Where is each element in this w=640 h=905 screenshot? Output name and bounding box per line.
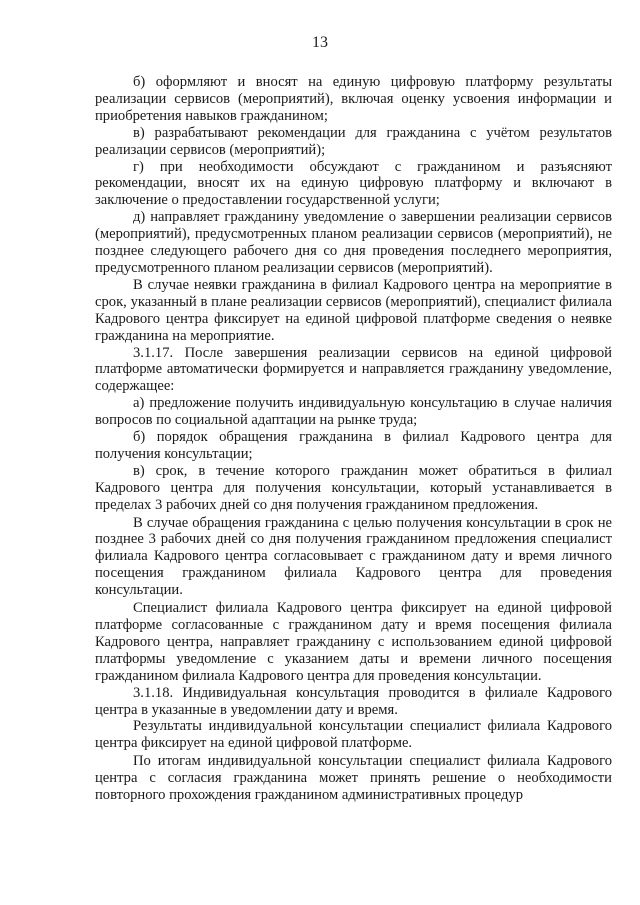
paragraph-specialist-records: Специалист филиала Кадрового центра фиксирует на единой цифровой платформе согласованные с гражданином дату и время посещения филиала Кадрового центра, направляет гражданину с использованием единой цифровой платформы уведомление с указанием даты и времени личного посещения гражданином филиала Кадрового центра для проведения консультации. — [95, 600, 612, 684]
paragraph-b-results: б) оформляют и вносят на единую цифровую платформу результаты реализации сервисов (мероприятий), включая оценку усвоения информации и приобретения навыков гражданином; — [95, 74, 612, 124]
paragraph-v-term: в) срок, в течение которого гражданин может обратиться в филиал Кадрового центра для получения консультации, который устанавливается в пределах 3 рабочих дней со дня получения гражданином предложения. — [95, 462, 612, 513]
paragraph-follow-up: По итогам индивидуальной консультации специалист филиала Кадрового центра с согласия гражданина может принять решение о необходимости повторного прохождения гражданином административных процедур — [95, 753, 612, 804]
paragraph-results: Результаты индивидуальной консультации специалист филиала Кадрового центра фиксирует на единой цифровой платформе. — [95, 718, 612, 752]
paragraph-v-recommendations: в) разрабатывают рекомендации для гражданина с учётом результатов реализации сервисов (мероприятий); — [95, 124, 612, 158]
paragraph-3-1-18: 3.1.18. Индивидуальная консультация проводится в филиале Кадрового центра в указанные в уведомлении дату и время. — [95, 684, 612, 718]
paragraph-no-show: В случае неявки гражданина в филиал Кадрового центра на мероприятие в срок, указанный в плане реализации сервисов (мероприятий), специалист филиала Кадрового центра фиксирует на единой цифровой платформе сведения о неявке гражданина на мероприятие. — [95, 276, 612, 344]
paragraph-d-notification: д) направляет гражданину уведомление о завершении реализации сервисов (мероприятий), предусмотренных планом реализации сервисов (мероприятий), не позднее следующего рабочего дня со дня проведения последнего мероприятия, предусмотренного планом реализации сервисов (мероприятий). — [95, 209, 612, 276]
paragraph-g-discussion: г) при необходимости обсуждают с гражданином и разъясняют рекомендации, вносят их на единую цифровую платформу и включают в заключение о предоставлении государственной услуги; — [95, 158, 612, 209]
paragraph-appeal-case: В случае обращения гражданина с целью получения консультации в срок не позднее 3 рабочих дней со дня получения гражданином предложения специалист филиала Кадрового центра согласовывает с гражданином дату и время личного посещения гражданином филиала Кадрового центра для проведения консультации. — [95, 514, 612, 599]
paragraph-b-procedure: б) порядок обращения гражданина в филиал Кадрового центра для получения консультации; — [95, 429, 612, 462]
page-number: 13 — [312, 34, 328, 51]
paragraph-3-1-17: 3.1.17. После завершения реализации сервисов на единой цифровой платформе автоматически формируется и направляется гражданину уведомление, содержащее: — [95, 344, 612, 395]
paragraph-a-offer: а) предложение получить индивидуальную консультацию в случае наличия вопросов по социальной адаптации на рынке труда; — [95, 395, 612, 429]
document-body — [95, 74, 612, 804]
